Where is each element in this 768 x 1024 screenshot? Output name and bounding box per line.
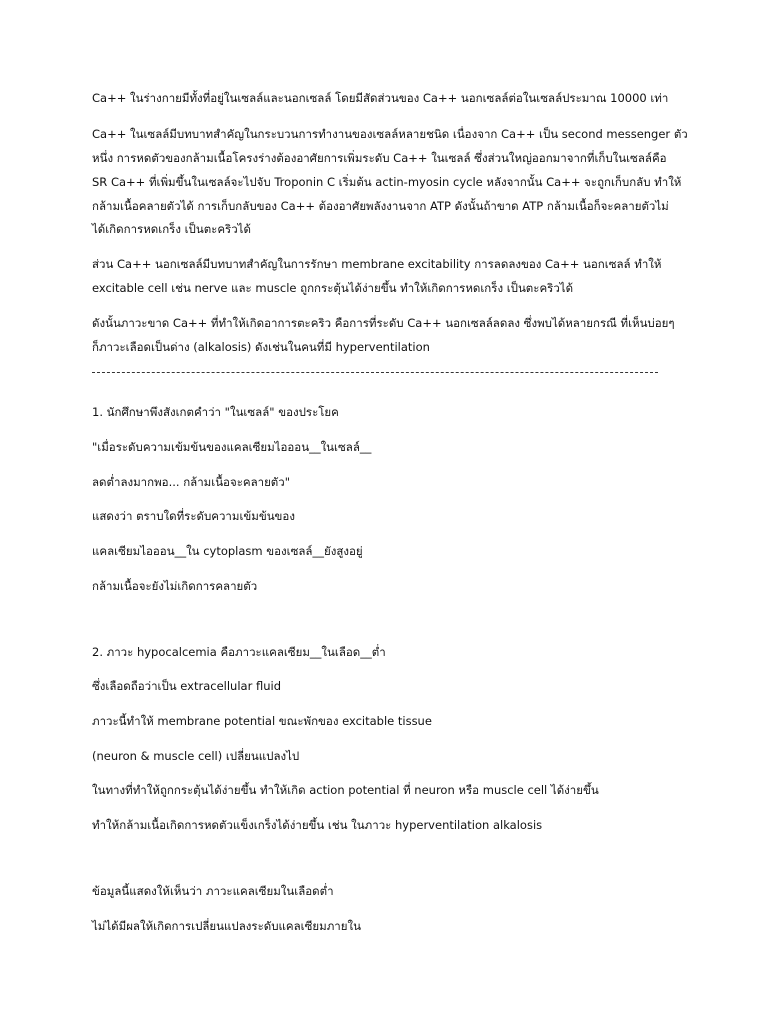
q2-line: ภาวะนี้ทำให้ membrane potential ขณะพักของ excitable tissue bbox=[92, 714, 432, 728]
q2-line: ทำให้กล้ามเนื้อเกิดการหดตัวแข็งเกร็งได้ง่ายขึ้น เช่น ในภาวะ hyperventilation alkalosis bbox=[92, 818, 543, 832]
conclusion-line: ไม่ได้มีผลให้เกิดการเปลี่ยนแปลงระดับแคลเซียมภายใน bbox=[92, 919, 361, 933]
q1-line: กล้ามเนื้อจะยังไม่เกิดการคลายตัว bbox=[92, 579, 258, 593]
para1-line: หนึ่ง การหดตัวของกล้ามเนื้อโครงร่างต้องอาศัยการเพิ่มระดับ Ca++ ในเซลล์ ซึ่งส่วนใหญ่ออกมาจากที่เก็บในเซลล์คือ bbox=[92, 151, 667, 165]
para2-line: excitable cell เช่น nerve และ muscle ถูกกระตุ้นได้ง่ายขึ้น ทำให้เกิดการหดเกร็ง เป็นตะคริวได้ bbox=[92, 281, 574, 295]
intro-line: Ca++ ในร่างกายมีทั้งที่อยู่ในเซลล์และนอกเซลล์ โดยมีสัดส่วนของ Ca++ นอกเซลล์ต่อในเซลล์ประมาณ 10000 เท่า bbox=[92, 91, 669, 105]
conclusion-line: ข้อมูลนี้แสดงให้เห็นว่า ภาวะแคลเซียมในเลือดต่ำ bbox=[92, 884, 334, 898]
q2-line: 2. ภาวะ hypocalcemia คือภาวะแคลเซียม__ในเลือด__ต่ำ bbox=[92, 645, 386, 659]
q1-line: "เมื่อระดับความเข้มข้นของแคลเซียมไอออน__ในเซลล์__ bbox=[92, 440, 372, 454]
para3-line: ดังนั้นภาวะขาด Ca++ ที่ทำให้เกิดอาการตะคริว คือการที่ระดับ Ca++ นอกเซลล์ลดลง ซึ่งพบได้หลายกรณี ที่เห็นบ่อยๆ bbox=[92, 316, 675, 330]
para1-line: ได้เกิดการหดเกร็ง เป็นตะคริวได้ bbox=[92, 222, 251, 236]
para2-line: ส่วน Ca++ นอกเซลล์มีบทบาทสำคัญในการรักษา membrane excitability การลดลงของ Ca++ นอกเซลล์ ทำให้ bbox=[92, 257, 662, 271]
q1-line: แสดงว่า ตราบใดที่ระดับความเข้มข้นของ bbox=[92, 509, 295, 523]
q2-line: (neuron & muscle cell) เปลี่ยนแปลงไป bbox=[92, 749, 300, 763]
q2-line: ซึ่งเลือดถือว่าเป็น extracellular fluid bbox=[92, 679, 281, 693]
para3-line: ก็ภาวะเลือดเป็นด่าง (alkalosis) ดังเช่นในคนที่มี hyperventilation bbox=[92, 340, 430, 354]
q1-line: แคลเซียมไอออน__ใน cytoplasm ของเซลล์__ยังสูงอยู่ bbox=[92, 544, 363, 558]
q1-line: ลดต่ำลงมากพอ... กล้ามเนื้อจะคลายตัว" bbox=[92, 475, 291, 489]
dashed-divider bbox=[92, 372, 658, 373]
para1-line: Ca++ ในเซลล์มีบทบาทสำคัญในกระบวนการทำงานของเซลล์หลายชนิด เนื่องจาก Ca++ เป็น second messenger ตัว bbox=[92, 127, 688, 141]
para1-line: SR Ca++ ที่เพิ่มขึ้นในเซลล์จะไปจับ Troponin C เริ่มต้น actin-myosin cycle หลังจากนั้น Ca++ จะถูกเก็บกลับ ทำให้ bbox=[92, 175, 682, 189]
para1-line: กล้ามเนื้อคลายตัวได้ การเก็บกลับของ Ca++ ต้องอาศัยพลังงานจาก ATP ดังนั้นถ้าขาด ATP กล้ามเนื้อก็จะคลายตัวไม่ bbox=[92, 199, 669, 213]
q2-line: ในทางที่ทำให้ถูกกระตุ้นได้ง่ายขึ้น ทำให้เกิด action potential ที่ neuron หรือ muscle cell ได้ง่ายขึ้น bbox=[92, 783, 599, 797]
q1-line: 1. นักศึกษาพึงสังเกตคำว่า "ในเซลล์" ของประโยค bbox=[92, 405, 339, 419]
